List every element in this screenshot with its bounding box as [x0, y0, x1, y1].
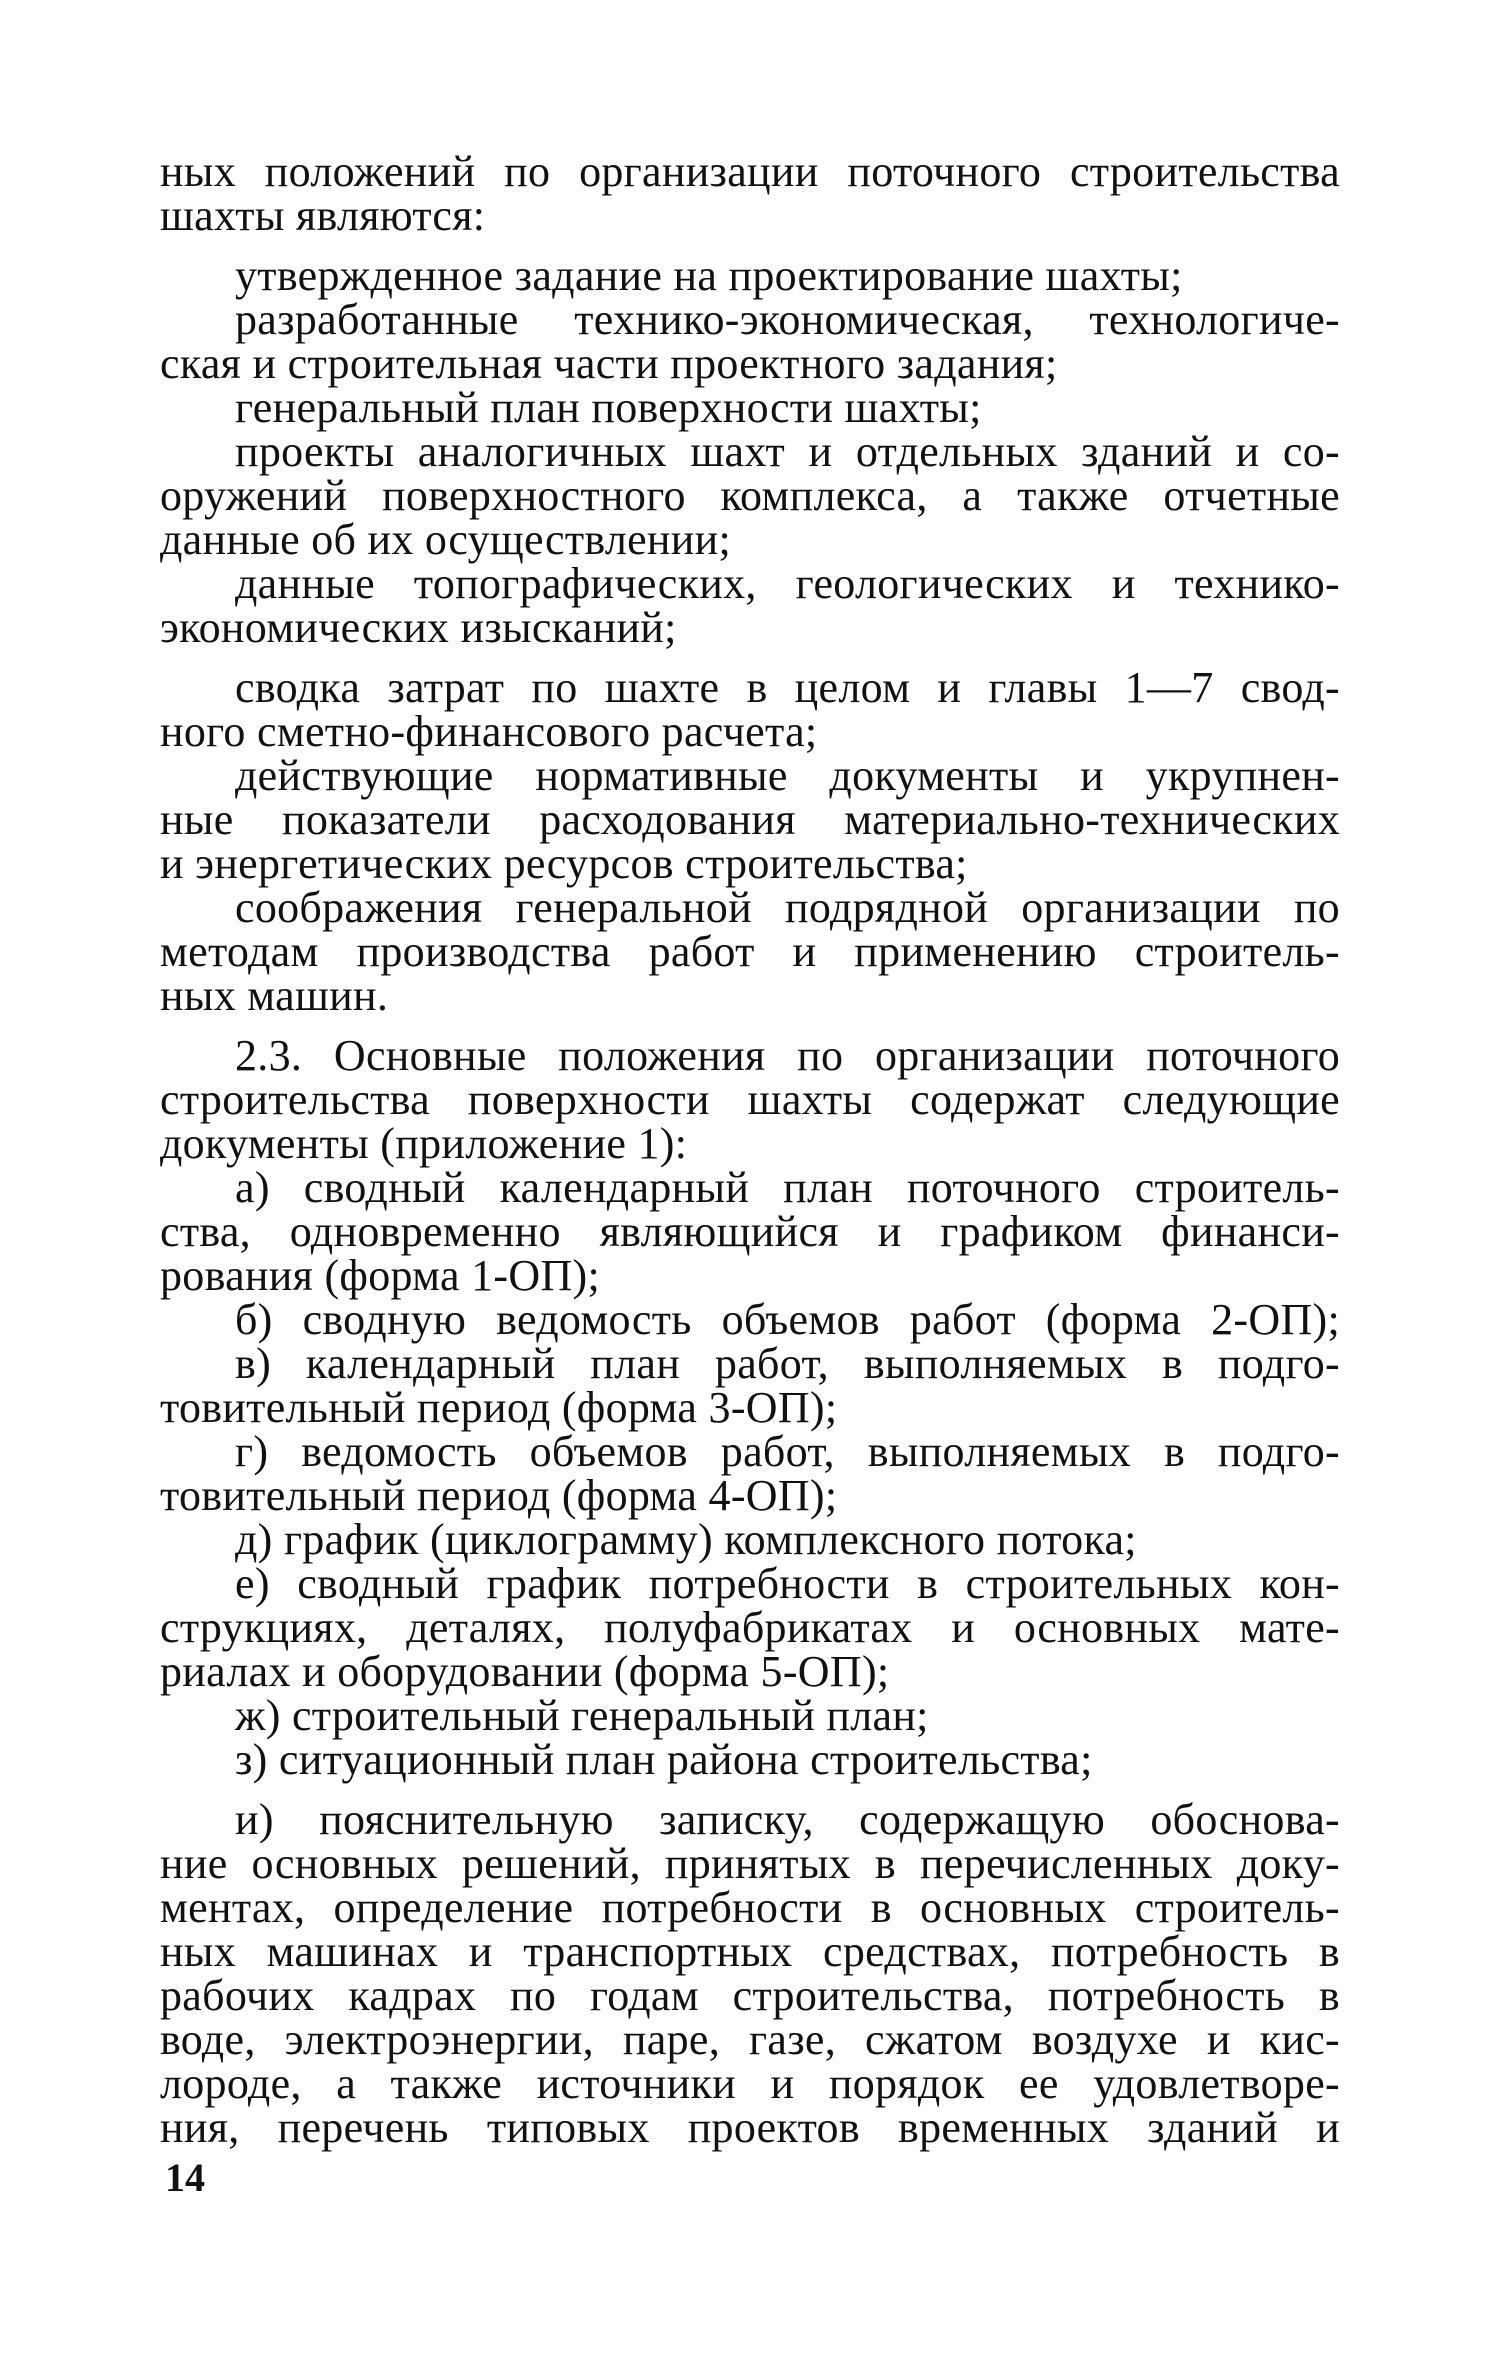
text-line: ных положений по организации поточного строительства	[160, 147, 1340, 196]
text-line: ных машинах и транспортных средствах, потребность в	[160, 1927, 1340, 1976]
text-line: проекты аналогичных шахт и отдельных зданий и со-	[235, 427, 1340, 476]
text-line: риалах и оборудовании (форма 5-ОП);	[160, 1647, 890, 1696]
text-line: е) сводный график потребности в строительных кон-	[235, 1559, 1340, 1608]
text-line: рования (форма 1-ОП);	[160, 1251, 601, 1300]
text-line: ская и строительная части проектного задания;	[160, 339, 1058, 388]
text-line: генеральный план поверхности шахты;	[235, 383, 982, 432]
page-number: 14	[165, 2155, 205, 2200]
text-line: 2.3. Основные положения по организации поточного	[235, 1031, 1340, 1080]
text-line: утвержденное задание на проектирование шахты;	[235, 251, 1183, 300]
text-line: документы (приложение 1):	[160, 1119, 688, 1168]
text-line: ные показатели расходования материально-технических	[160, 795, 1340, 844]
text-line: воде, электроэнергии, паре, газе, сжатом воздухе и кис-	[160, 2015, 1340, 2064]
text-line: товительный период (форма 3-ОП);	[160, 1383, 838, 1432]
text-line: и энергетических ресурсов строительства;	[160, 839, 968, 888]
text-line: ж) строительный генеральный план;	[235, 1691, 929, 1740]
text-line: данные об их осуществлении;	[160, 515, 731, 564]
text-line: ства, одновременно являющийся и графиком финанси-	[160, 1207, 1340, 1256]
text-line: и) пояснительную записку, содержащую обоснова-	[235, 1795, 1340, 1844]
text-line: лороде, а также источники и порядок ее удовлетворе-	[160, 2059, 1340, 2108]
text-line: шахты являются:	[160, 191, 486, 240]
text-line: соображения генеральной подрядной организации по	[235, 883, 1340, 932]
text-line: ных машин.	[160, 971, 389, 1020]
text-line: методам производства работ и применению строитель-	[160, 927, 1340, 976]
text-line: ния, перечень типовых проектов временных зданий и	[160, 2103, 1340, 2152]
text-line: з) ситуационный план района строительства;	[235, 1735, 1093, 1784]
text-line: ние основных решений, принятых в перечисленных доку-	[160, 1839, 1340, 1888]
text-line: в) календарный план работ, выполняемых в подго-	[235, 1339, 1340, 1388]
text-line: разработанные технико-экономическая, технологиче-	[235, 295, 1340, 344]
text-line: д) график (циклограмму) комплексного потока;	[235, 1515, 1137, 1564]
text-line: б) сводную ведомость объемов работ (форма 2-ОП);	[235, 1295, 1340, 1344]
text-line: г) ведомость объемов работ, выполняемых в подго-	[235, 1427, 1340, 1476]
page-text	[160, 147, 1340, 2152]
text-line: струкциях, деталях, полуфабрикатах и основных мате-	[160, 1603, 1340, 1652]
text-line: строительства поверхности шахты содержат следующие	[160, 1075, 1340, 1124]
text-line: сводка затрат по шахте в целом и главы 1—7 свод-	[235, 663, 1340, 712]
text-line: а) сводный календарный план поточного строитель-	[235, 1163, 1340, 1212]
text-line: действующие нормативные документы и укрупнен-	[235, 751, 1340, 800]
text-line: экономических изысканий;	[160, 603, 677, 652]
text-line: ного сметно-финансового расчета;	[160, 707, 818, 756]
text-line: товительный период (форма 4-ОП);	[160, 1471, 838, 1520]
text-line: данные топографических, геологических и технико-	[235, 559, 1340, 608]
text-line: оружений поверхностного комплекса, а также отчетные	[160, 471, 1340, 520]
text-line: ментах, определение потребности в основных строитель-	[160, 1883, 1340, 1932]
text-line: рабочих кадрах по годам строительства, потребность в	[160, 1971, 1340, 2020]
